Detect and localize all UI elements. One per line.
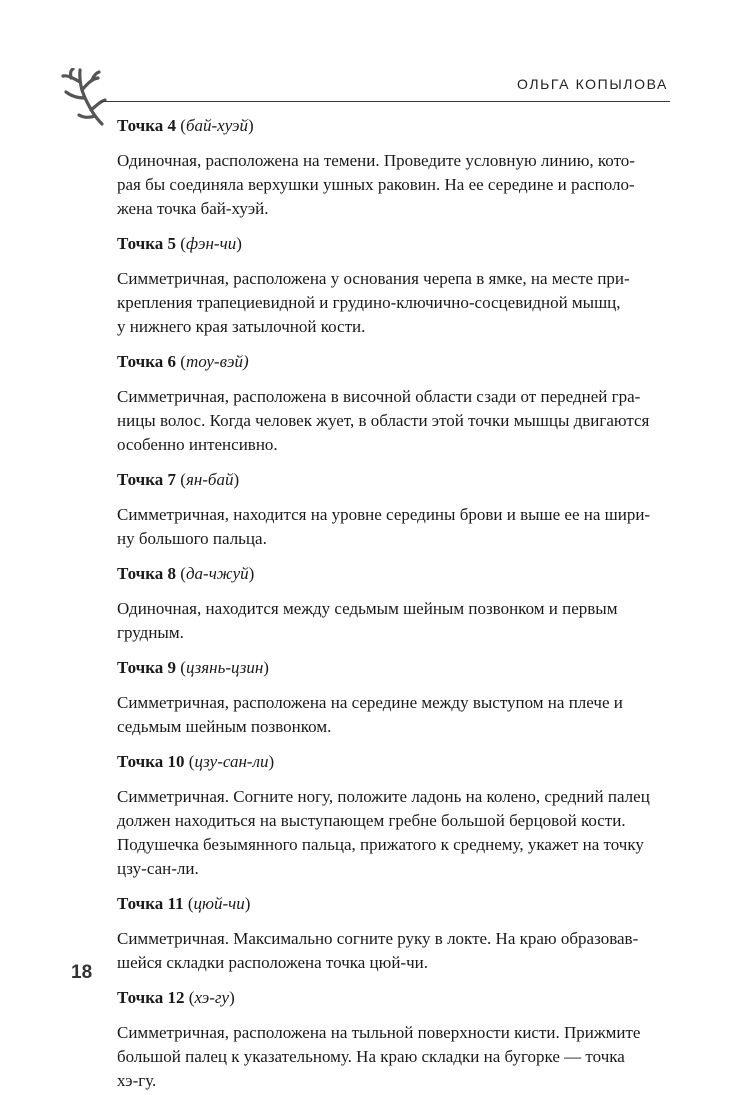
point-name-close: )	[263, 658, 269, 677]
description-line: Симметричная, расположена на тыльной поверхности кисти. Прижмите	[117, 1023, 641, 1042]
description-line: Одиночная, находится между седьмым шейным позвонком и первым	[117, 599, 618, 618]
point-name: тоу-вэй)	[185, 352, 249, 371]
description-line: шейся складки расположена точка цюй-чи.	[117, 953, 428, 972]
point-description	[117, 785, 670, 881]
description-line: Симметричная, расположена на середине между выступом на плече и	[117, 693, 623, 712]
point-description	[117, 385, 670, 457]
point-description	[117, 149, 670, 221]
point-heading: Точка 7 (ян-бай)	[117, 470, 240, 489]
point-name-close: )	[248, 116, 254, 135]
point-heading: Точка 12 (хэ-гу)	[117, 988, 235, 1007]
point-description	[117, 1021, 670, 1093]
point-description	[117, 267, 670, 339]
point-number: Точка 10	[117, 752, 185, 771]
point-number: Точка 4	[117, 116, 177, 135]
point-number: Точка 12	[117, 988, 185, 1007]
point-number: Точка 7	[117, 470, 177, 489]
description-line: грудным.	[117, 623, 184, 642]
point-name: цзянь-цзин	[185, 658, 264, 677]
point-number: Точка 5	[117, 234, 177, 253]
description-line: Симметричная. Максимально согните руку в локте. На краю образовав-	[117, 929, 639, 948]
page-body	[117, 114, 670, 1104]
description-line: особенно интенсивно.	[117, 435, 278, 454]
description-line: цзу-сан-ли.	[117, 859, 199, 878]
point-name-close: )	[268, 752, 275, 771]
description-line: Симметричная. Согните ногу, положите ладонь на колено, средний палец	[117, 787, 650, 806]
point-name-close: )	[248, 564, 255, 583]
point-name: хэ-гу	[194, 988, 230, 1007]
page-number: 18	[71, 962, 93, 983]
point-name: ян-бай	[185, 470, 234, 489]
point-name: бай-хуэй	[185, 116, 249, 135]
point-heading: Точка 8 (да-чжуй)	[117, 564, 255, 583]
point-heading: Точка 6 (тоу-вэй)	[117, 352, 249, 371]
point-description	[117, 691, 670, 739]
point-heading: Точка 5 (фэн-чи)	[117, 234, 242, 253]
point-name-close: )	[236, 234, 242, 253]
description-line: Симметричная, расположена у основания черепа в ямке, на месте при-	[117, 269, 630, 288]
description-line: рая бы соединяла верхушки ушных раковин. На ее середине и располо-	[117, 175, 635, 194]
point-heading: Точка 4 (бай-хуэй)	[117, 116, 254, 135]
point-number: Точка 11	[117, 894, 184, 913]
point-name: цзу-сан-ли	[194, 752, 269, 771]
point-heading: Точка 9 (цзянь-цзин)	[117, 658, 269, 677]
description-line: ну большого пальца.	[117, 529, 267, 548]
header-divider	[100, 101, 670, 102]
point-description	[117, 503, 670, 551]
description-line: Симметричная, расположена в височной области сзади от передней гра-	[117, 387, 641, 406]
point-name-close: )	[229, 988, 235, 1007]
description-line: большой палец к указательному. На краю складки на бугорке — точка	[117, 1047, 625, 1066]
point-name-close: )	[233, 470, 240, 489]
point-number: Точка 9	[117, 658, 177, 677]
point-description	[117, 597, 670, 645]
point-number: Точка 8	[117, 564, 177, 583]
point-heading: Точка 11 (цюй-чи)	[117, 894, 251, 913]
description-line: ницы волос. Когда человек жует, в области этой точки мышцы двигаются	[117, 411, 650, 430]
description-line: крепления трапециевидной и грудино-ключично-сосцевидной мышц,	[117, 293, 621, 312]
point-name: да-чжуй	[185, 564, 249, 583]
description-line: Подушечка безымянного пальца, прижатого к среднему, укажет на точку	[117, 835, 644, 854]
description-line: жена точка бай-хуэй.	[117, 199, 269, 218]
description-line: хэ-гу.	[117, 1071, 157, 1090]
branch-ornament-icon	[58, 68, 108, 128]
description-line: Симметричная, находится на уровне середины брови и выше ее на шири-	[117, 505, 651, 524]
point-name: фэн-чи	[185, 234, 237, 253]
running-header-author: ОЛЬГА КОПЫЛОВА	[516, 76, 668, 92]
point-number: Точка 6	[117, 352, 177, 371]
description-line: седьмым шейным позвонком.	[117, 717, 332, 736]
point-name: цюй-чи	[193, 894, 245, 913]
point-heading: Точка 10 (цзу-сан-ли)	[117, 752, 275, 771]
point-description	[117, 927, 670, 975]
point-name-close: )	[244, 894, 251, 913]
description-line: у нижнего края затылочной кости.	[117, 317, 366, 336]
description-line: Одиночная, расположена на темени. Проведите условную линию, кото-	[117, 151, 635, 170]
description-line: должен находиться на выступающем гребне большой берцовой кости.	[117, 811, 626, 830]
